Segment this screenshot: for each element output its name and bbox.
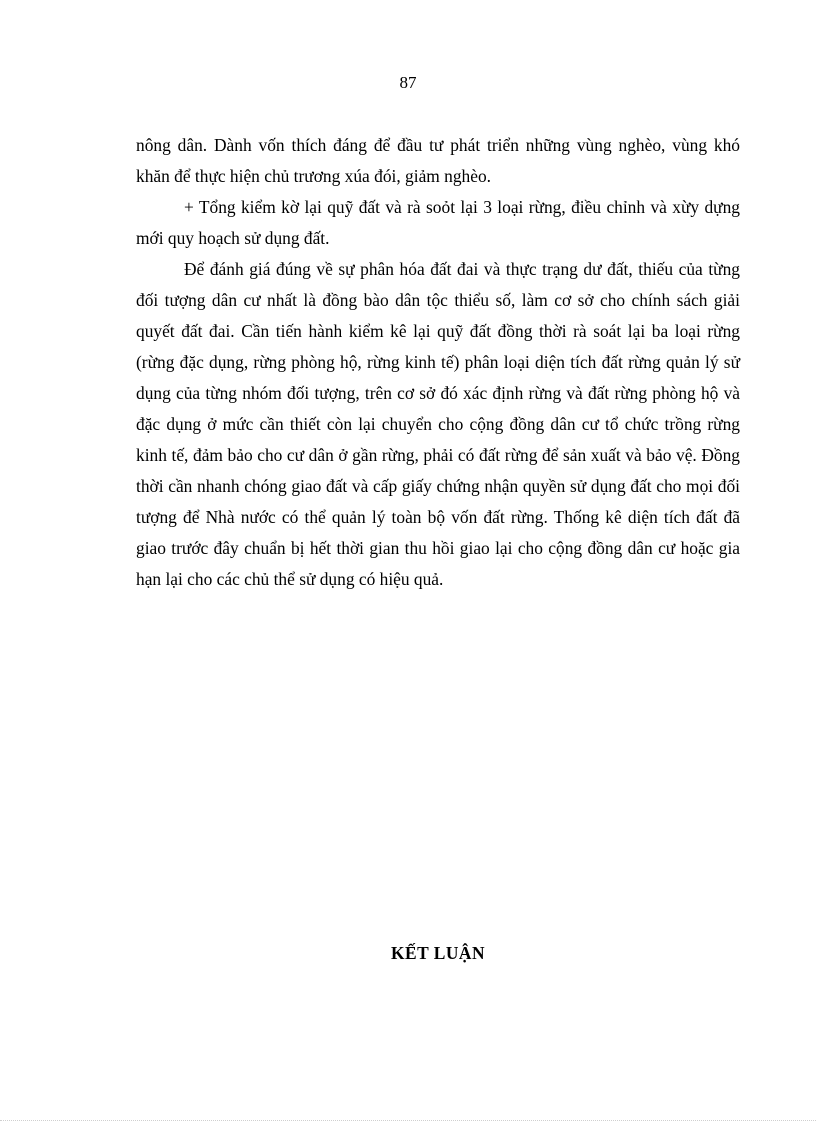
body-text	[136, 130, 740, 595]
conclusion-heading: KẾT LUẬN	[390, 943, 486, 963]
page-number: 87	[399, 73, 417, 92]
paragraph-continuation: nông dân. Dành vốn thích đáng để đầu tư phát triển những vùng nghèo, vùng khó khăn để thực hiện chủ trương xúa đói, giảm nghèo.	[136, 135, 740, 186]
paragraph-land-inventory: + Tổng kiểm kờ lại quỹ đất và rà soỏt lại 3 loại rừng, điều chỉnh và xừy dựng mới quy hoạch sử dụng đất.	[136, 197, 740, 248]
page-bottom-divider	[0, 1120, 816, 1121]
paragraph-land-assessment: Để đánh giá đúng về sự phân hóa đất đai và thực trạng dư đất, thiếu của từng đối tượng dân cư nhất là đồng bào dân tộc thiểu số, làm cơ sở cho chính sách giải quyết đất đai. Cần tiến hành kiểm kê lại quỹ đất đồng thời rà soát lại ba loại rừng (rừng đặc dụng, rừng phòng hộ, rừng kinh tế) phân loại diện tích đất rừng quản lý sử dụng của từng nhóm đối tượng, trên cơ sở đó xác định rừng và đất rừng phòng hộ và đặc dụng ở mức cần thiết còn lại chuyển cho cộng đồng dân cư tổ chức trồng rừng kinh tế, đảm bảo cho cư dân ở gần rừng, phải có đất rừng để sản xuất và bảo vệ. Đồng thời cần nhanh chóng giao đất và cấp giấy chứng nhận quyền sử dụng đất cho mọi đối tượng để Nhà nước có thể quản lý toàn bộ vốn đất rừng. Thống kê diện tích đất đã giao trước đây chuẩn bị hết thời gian thu hồi giao lại cho cộng đồng dân cư hoặc gia hạn lại cho các chủ thể sử dụng có hiệu quả.	[136, 259, 740, 589]
